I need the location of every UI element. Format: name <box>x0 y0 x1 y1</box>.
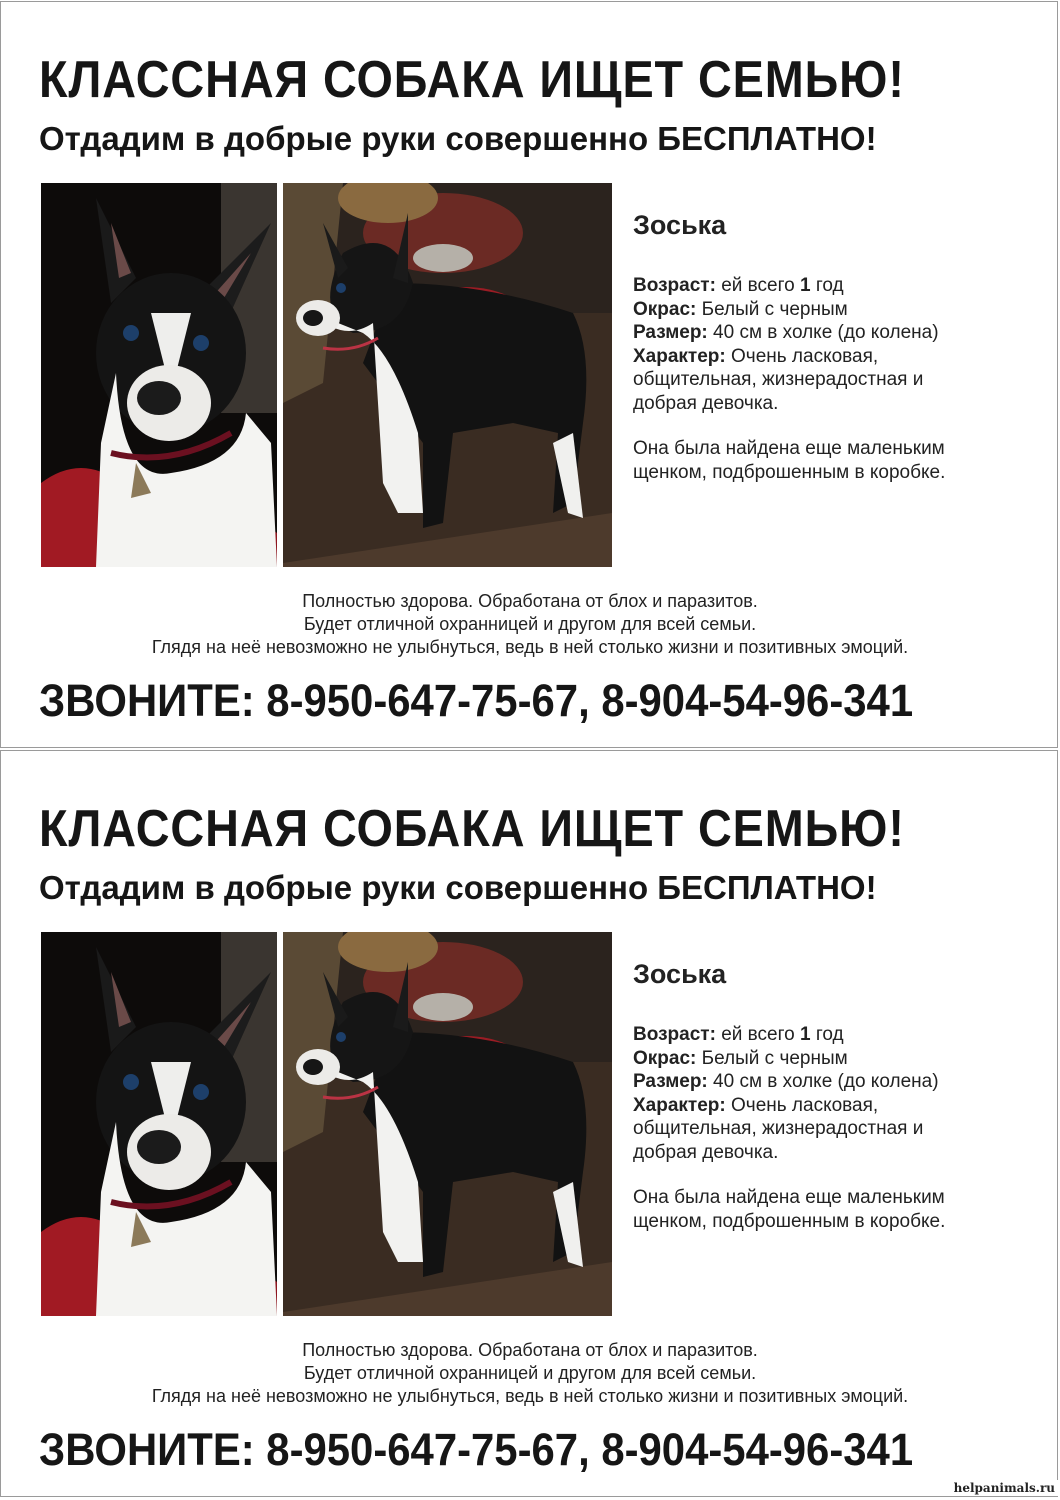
health-line-1: Полностью здорова. Обработана от блох и паразитов. <box>302 591 758 611</box>
size-row <box>633 1070 1033 1094</box>
age-number: 1 <box>799 1024 811 1045</box>
health-line-2: Будет отличной охранницей и другом для всей семьи. <box>303 1363 757 1383</box>
dog-standing-photo <box>283 932 612 1316</box>
dog-details <box>633 274 1033 415</box>
size-row <box>633 321 1033 345</box>
character-line-3: добрая девочка. <box>633 392 779 414</box>
size-label: Размер: <box>633 322 708 343</box>
health-line-3: Глядя на неё невозможно не улыбнуться, ведь в ней столько жизни и позитивных эмоций. <box>151 1386 909 1406</box>
flyer-subtitle: Отдадим в добрые руки совершенно БЕСПЛАТНО! <box>39 120 877 157</box>
character-line-2: общительная, жизнерадостная и <box>633 369 924 390</box>
site-watermark: helpanimals.ru <box>951 1480 1058 1496</box>
character-label: Характер: <box>633 1094 726 1116</box>
character-row <box>633 1094 1033 1118</box>
color-row <box>633 1047 1033 1071</box>
story-line-2: щенком, подброшенным в коробке. <box>633 1210 946 1232</box>
health-line-2: Будет отличной охранницей и другом для всей семьи. <box>303 614 757 634</box>
health-line-3: Глядя на неё невозможно не улыбнуться, ведь в ней столько жизни и позитивных эмоций. <box>151 637 909 657</box>
dog-details <box>633 1023 1033 1164</box>
age-label: Возраст: <box>633 1024 716 1045</box>
story-line-1: Она была найдена еще маленьким <box>633 438 945 459</box>
color-label: Окрас: <box>633 1047 697 1069</box>
contact-phone: ЗВОНИТЕ: 8-950-647-75-67, 8-904-54-96-341 <box>39 675 914 726</box>
age-pre: ей всего <box>721 275 795 296</box>
age-number: 1 <box>799 275 811 296</box>
character-line-1: Очень ласковая, <box>731 345 879 367</box>
character-label: Характер: <box>633 345 726 367</box>
story-line-1: Она была найдена еще маленьким <box>633 1187 945 1208</box>
age-label: Возраст: <box>633 275 716 296</box>
dog-story <box>633 437 1033 484</box>
character-line-2: общительная, жизнерадостная и <box>633 1118 924 1139</box>
age-unit: год <box>815 275 844 296</box>
health-description <box>1 590 1059 659</box>
character-row <box>633 345 1033 369</box>
character-line-1: Очень ласковая, <box>731 1094 879 1116</box>
age-row <box>633 274 1033 298</box>
size-label: Размер: <box>633 1071 708 1092</box>
age-unit: год <box>815 1024 844 1045</box>
dog-name: Зоська <box>633 959 727 989</box>
contact-phone: ЗВОНИТЕ: 8-950-647-75-67, 8-904-54-96-341 <box>39 1424 914 1475</box>
story-line-2: щенком, подброшенным в коробке. <box>633 461 946 483</box>
health-line-1: Полностью здорова. Обработана от блох и паразитов. <box>302 1340 758 1360</box>
dog-story <box>633 1186 1033 1233</box>
flyer-top <box>0 1 1058 748</box>
color-label: Окрас: <box>633 298 697 320</box>
health-description <box>1 1339 1059 1408</box>
dog-standing-photo <box>283 183 612 567</box>
dog-portrait-photo <box>41 932 277 1316</box>
color-value: Белый с черным <box>701 1047 848 1069</box>
flyer-bottom <box>0 750 1058 1497</box>
flyer-title: КЛАССНАЯ СОБАКА ИЩЕТ СЕМЬЮ! <box>39 51 905 109</box>
size-value: 40 см в холке (до колена) <box>713 1071 939 1092</box>
dog-portrait-photo <box>41 183 277 567</box>
size-value: 40 см в холке (до колена) <box>713 322 939 343</box>
age-pre: ей всего <box>721 1024 795 1045</box>
character-line-3: добрая девочка. <box>633 1141 779 1163</box>
flyer-title: КЛАССНАЯ СОБАКА ИЩЕТ СЕМЬЮ! <box>39 800 905 858</box>
color-row <box>633 298 1033 322</box>
flyer-subtitle: Отдадим в добрые руки совершенно БЕСПЛАТНО! <box>39 869 877 906</box>
dog-name: Зоська <box>633 210 727 240</box>
age-row <box>633 1023 1033 1047</box>
color-value: Белый с черным <box>701 298 848 320</box>
